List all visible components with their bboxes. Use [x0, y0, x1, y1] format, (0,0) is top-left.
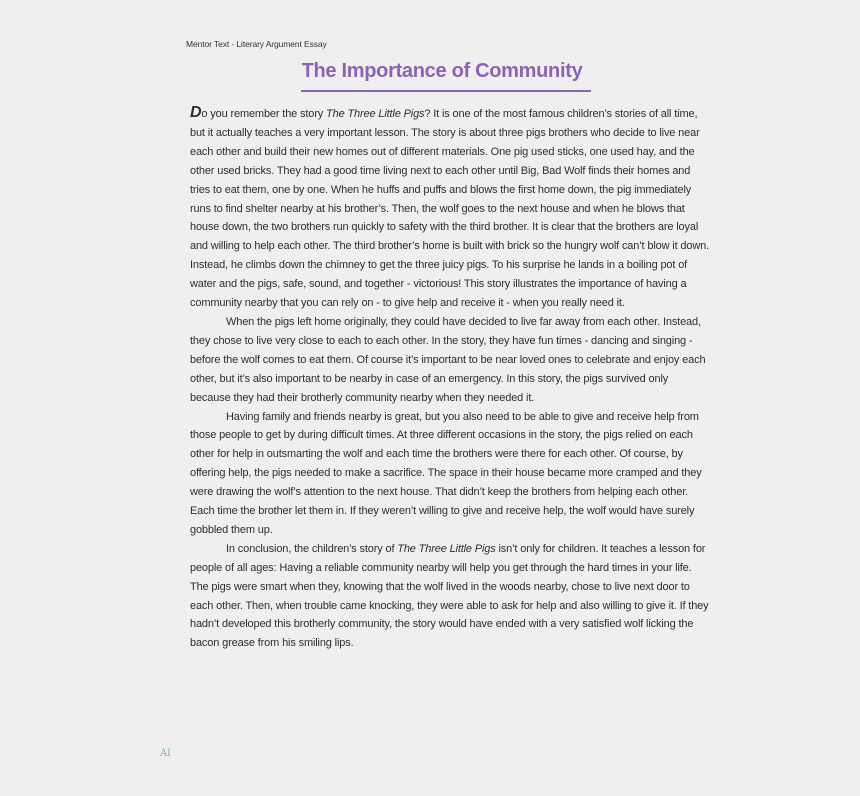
- paragraph-2: When the pigs left home originally, they could have decided to live far away from each other. Instead, they chose to live very close to each to each other. In the story, they have fun times - dancing and singing - before the wolf comes to eat them. Of course it’s important to be near loved ones to celebrate and enjoy each other, but it’s also important to be nearby in case of an emergency. In this story, the pigs survived only because they had their brotherly community nearby when they needed it.: [190, 315, 706, 404]
- paragraph-3: Having family and friends nearby is great, but you also need to be able to give and receive help from those people to get by during difficult times. At three different occasions in the story, the pigs relied on each other for help in outsmarting the wolf and each time the brothers were there for each other. Of course, by offering help, the pigs needed to make a sacrifice. The space in their house became more cramped and they were drawing the wolf’s attention to the next house. That didn’t keep the brothers from helping each other. Each time the brother let them in. If they weren’t willing to give and receive help, the wolf would have surely gobbled them up.: [190, 410, 702, 536]
- paragraph-1-text-b: ? It is one of the most famous children’s stories of all time, but it actually teaches a very important lesson. The story is about three pigs brothers who decide to live near each other and build their new homes out of different materials. One pig used sticks, one used hay, and the other used bricks. They had a good time living next to each other until Big, Bad Wolf finds their homes and tries to eat them, one by one. When he huffs and puffs and blows the first home down, the pig immediately runs to find shelter nearby at his brother’s. Then, the wolf goes to the next house and when he blows that house down, the two brothers run quickly to safety with the third brother. It is clear that the brothers are loyal and willing to help each other. The third brother’s home is built with brick so the hungry wolf can’t blow it down. Instead, he climbs down the chimney to get the three juicy pigs. To his surprise he lands in a boiling pot of water and the pigs, safe, sound, and together - victorious! This story illustrates the importance of having a community nearby that you can rely on - to give help and receive it - when you really need it.: [190, 108, 709, 310]
- book-title-italic: The Three Little Pigs: [326, 108, 425, 120]
- book-title-italic: The Three Little Pigs: [397, 542, 496, 555]
- paragraph-4-text-a: In conclusion, the children’s story of: [226, 542, 398, 555]
- document-title: The Importance of Community: [301, 60, 583, 82]
- paragraph-1: [190, 105, 710, 313]
- paragraph-4: [190, 540, 710, 653]
- drop-cap: D: [190, 104, 202, 121]
- paragraph-1-text-a: o you remember the story: [201, 108, 327, 120]
- essay-body: [190, 105, 710, 653]
- title-underline: [301, 90, 591, 92]
- corner-mark: Al: [160, 748, 171, 759]
- document-header-label: Mentor Text - Literary Argument Essay: [186, 39, 327, 49]
- paragraph-4-text-b: isn’t only for children. It teaches a lesson for people of all ages: Having a reliable community nearby will help you get through the hard times in your life. The pigs were smart when they, knowing that the wolf lived in the woods nearby, chose to live next door to each other. Then, when trouble came knocking, they were able to ask for help and also willing to give it. If they hadn’t developed this brotherly community, the story would have ended with a very satisfied wolf licking the bacon grease from his smiling lips.: [190, 542, 709, 650]
